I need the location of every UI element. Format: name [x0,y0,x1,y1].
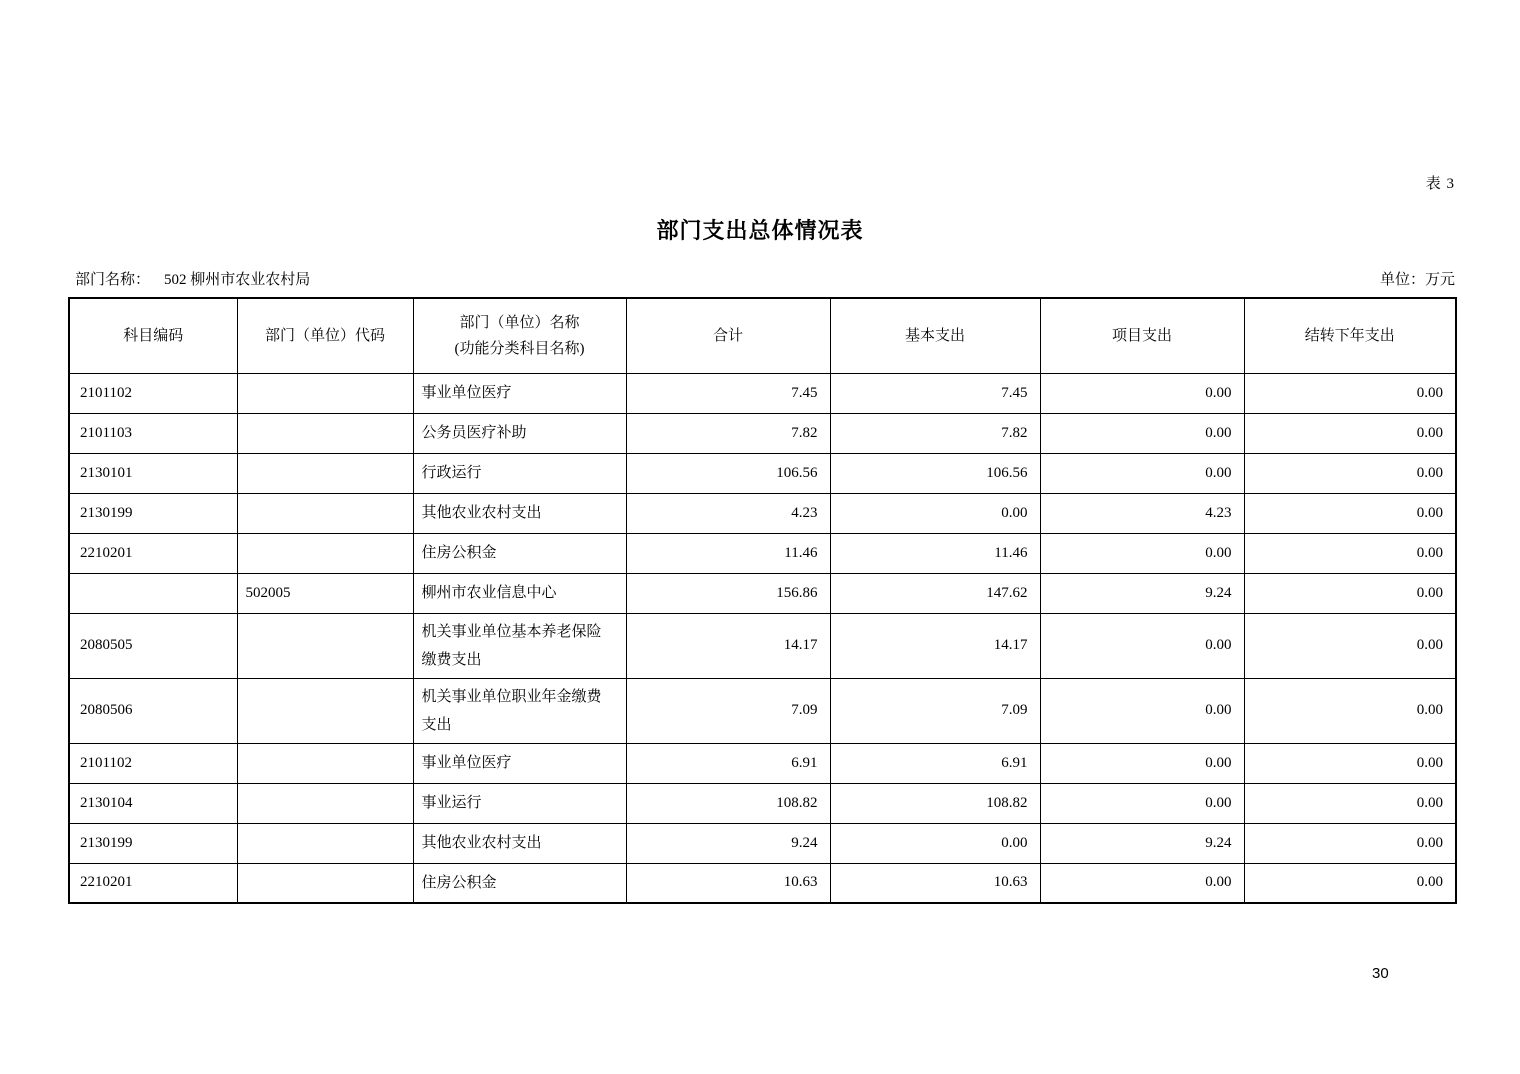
cell-dept-code [237,613,413,678]
header-dept-name-line1: 部门（单位）名称 [459,314,580,331]
cell-carryover: 0.00 [1244,413,1456,453]
cell-dept-name: 公务员医疗补助 [413,413,626,453]
cell-subject-code: 2130101 [69,453,237,493]
cell-carryover: 0.00 [1244,453,1456,493]
unit-note: 单位：万元 [1379,272,1455,288]
header-project-expenditure: 项目支出 [1040,298,1244,373]
cell-basic: 11.46 [830,533,1040,573]
cell-dept-name: 其他农业农村支出 [413,823,626,863]
cell-carryover: 0.00 [1244,783,1456,823]
cell-dept-name: 其他农业农村支出 [413,493,626,533]
cell-dept-code [237,863,413,903]
cell-total: 9.24 [626,823,830,863]
cell-carryover: 0.00 [1244,573,1456,613]
cell-subject-code: 2101102 [69,373,237,413]
cell-project: 0.00 [1040,413,1244,453]
table-row [69,678,1456,743]
cell-dept-name: 住房公积金 [413,863,626,903]
cell-dept-code [237,678,413,743]
cell-total: 7.09 [626,678,830,743]
cell-subject-code: 2130104 [69,783,237,823]
cell-dept-code [237,413,413,453]
cell-dept-code: 502005 [237,573,413,613]
cell-project: 9.24 [1040,573,1244,613]
cell-project: 0.00 [1040,743,1244,783]
cell-dept-name: 机关事业单位职业年金缴费支出 [413,678,626,743]
cell-dept-name: 机关事业单位基本养老保险缴费支出 [413,613,626,678]
header-subject-code: 科目编码 [69,298,237,373]
cell-project: 0.00 [1040,613,1244,678]
table-container [68,297,1457,904]
department-name-line [75,268,310,289]
header-total: 合计 [626,298,830,373]
cell-basic: 147.62 [830,573,1040,613]
cell-total: 4.23 [626,493,830,533]
cell-dept-name: 行政运行 [413,453,626,493]
cell-project: 0.00 [1040,373,1244,413]
cell-project: 0.00 [1040,678,1244,743]
cell-basic: 0.00 [830,493,1040,533]
cell-carryover: 0.00 [1244,863,1456,903]
cell-carryover: 0.00 [1244,493,1456,533]
table-row [69,373,1456,413]
cell-total: 6.91 [626,743,830,783]
header-carryover-expenditure: 结转下年支出 [1244,298,1456,373]
cell-basic: 7.82 [830,413,1040,453]
cell-total: 108.82 [626,783,830,823]
cell-project: 0.00 [1040,783,1244,823]
cell-dept-code [237,493,413,533]
cell-dept-code [237,533,413,573]
cell-total: 7.82 [626,413,830,453]
department-name-label: 部门名称： [75,272,151,288]
cell-total: 14.17 [626,613,830,678]
cell-subject-code: 2101103 [69,413,237,453]
cell-dept-code [237,453,413,493]
cell-subject-code: 2080505 [69,613,237,678]
table-body [69,373,1456,903]
cell-basic: 10.63 [830,863,1040,903]
cell-dept-name: 柳州市农业信息中心 [413,573,626,613]
table-header-row [69,298,1456,373]
expenditure-table [68,297,1457,904]
cell-subject-code [69,573,237,613]
department-name-value: 502 柳州市农业农村局 [164,272,311,288]
table-row [69,493,1456,533]
cell-total: 10.63 [626,863,830,903]
page-title: 部门支出总体情况表 [656,218,864,243]
cell-basic: 7.09 [830,678,1040,743]
table-row [69,573,1456,613]
cell-carryover: 0.00 [1244,373,1456,413]
cell-total: 7.45 [626,373,830,413]
cell-dept-code [237,373,413,413]
cell-dept-code [237,783,413,823]
cell-subject-code: 2210201 [69,533,237,573]
cell-dept-code [237,823,413,863]
cell-dept-name: 事业单位医疗 [413,743,626,783]
cell-carryover: 0.00 [1244,823,1456,863]
table-row [69,453,1456,493]
cell-project: 0.00 [1040,453,1244,493]
cell-basic: 7.45 [830,373,1040,413]
cell-total: 156.86 [626,573,830,613]
cell-project: 9.24 [1040,823,1244,863]
cell-subject-code: 2101102 [69,743,237,783]
cell-total: 11.46 [626,533,830,573]
cell-project: 4.23 [1040,493,1244,533]
table-row [69,823,1456,863]
cell-subject-code: 2130199 [69,823,237,863]
table-row [69,613,1456,678]
header-basic-expenditure: 基本支出 [830,298,1040,373]
cell-subject-code: 2130199 [69,493,237,533]
cell-dept-name: 事业单位医疗 [413,373,626,413]
cell-dept-name: 事业运行 [413,783,626,823]
table-tag: 表 3 [1425,176,1455,192]
cell-basic: 6.91 [830,743,1040,783]
cell-carryover: 0.00 [1244,678,1456,743]
meta-row [75,268,1455,289]
header-dept-name-line2: (功能分类科目名称) [454,340,585,357]
cell-project: 0.00 [1040,533,1244,573]
table-row [69,413,1456,453]
cell-basic: 14.17 [830,613,1040,678]
table-row [69,783,1456,823]
cell-carryover: 0.00 [1244,743,1456,783]
header-dept-code: 部门（单位）代码 [237,298,413,373]
cell-basic: 108.82 [830,783,1040,823]
cell-project: 0.00 [1040,863,1244,903]
cell-subject-code: 2080506 [69,678,237,743]
cell-dept-code [237,743,413,783]
cell-basic: 106.56 [830,453,1040,493]
cell-dept-name: 住房公积金 [413,533,626,573]
table-row [69,533,1456,573]
header-dept-name [413,298,626,373]
cell-subject-code: 2210201 [69,863,237,903]
cell-total: 106.56 [626,453,830,493]
table-row [69,863,1456,903]
cell-basic: 0.00 [830,823,1040,863]
table-row [69,743,1456,783]
cell-carryover: 0.00 [1244,533,1456,573]
page-number: 30 [1372,965,1389,982]
cell-carryover: 0.00 [1244,613,1456,678]
